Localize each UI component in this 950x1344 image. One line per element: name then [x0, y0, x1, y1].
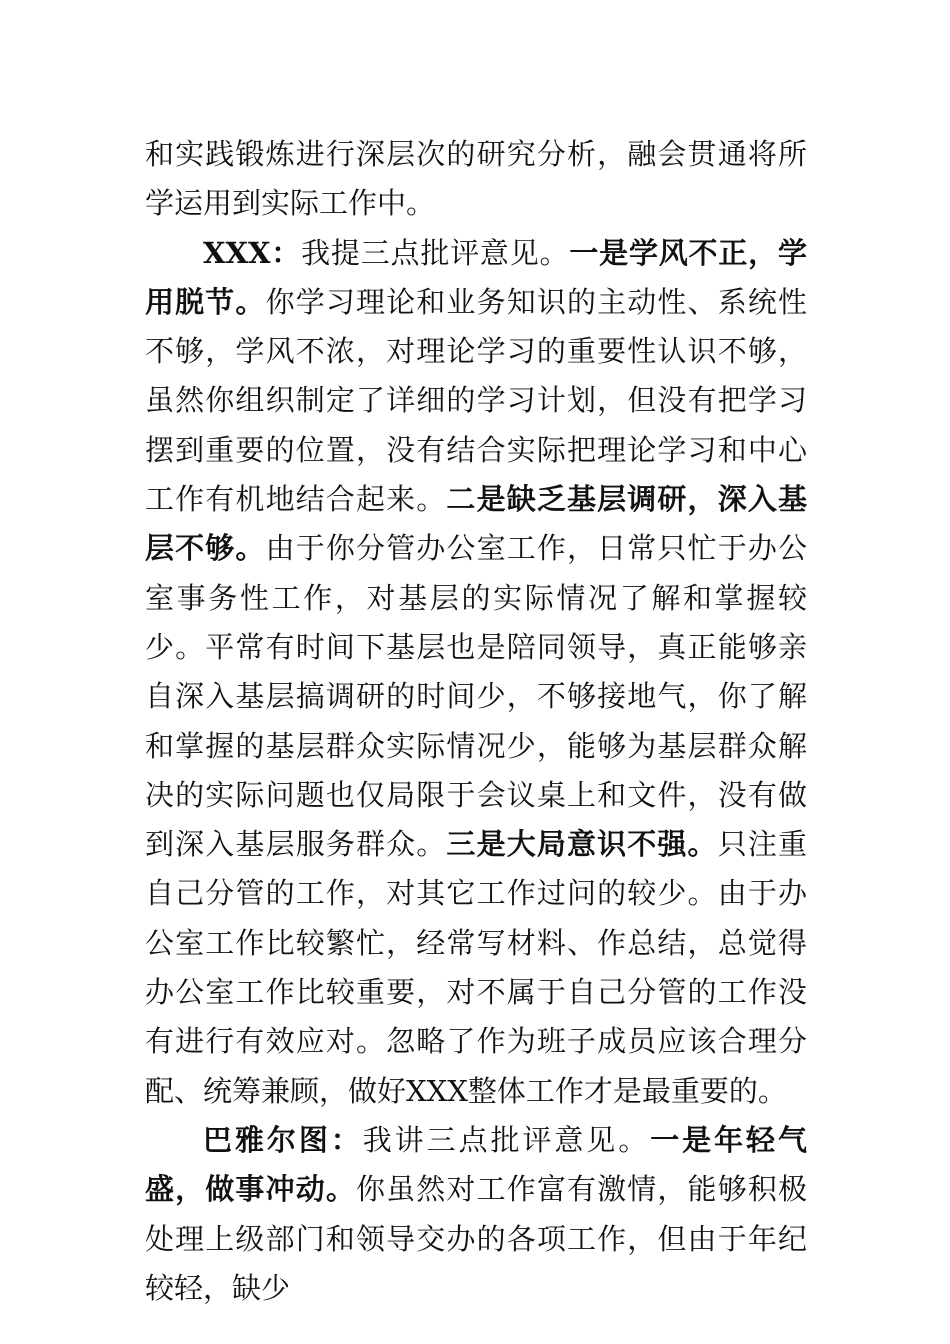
paragraph-text: 由于你分管办公室工作，日常只忙于办公室事务性工作，对基层的实际情况了解和掌握较少。平常有时间下基层也是陪同领导，真正能够亲自深入基层搞调研的时间少，不够接地气，你了解和掌握的基层群众实际情况少，能够为基层群众解决的实际问题也仅局限于会议桌上和文件，没有做到深入基层服务群众。	[145, 531, 807, 862]
speaker-name: XXX：	[203, 235, 302, 270]
paragraph-text: 你虽然对工作富有激情，能够积极处理上级部门和领导交办的各项工作，但由于年纪较轻，缺少	[145, 1172, 807, 1305]
paragraph-text: 只注重自己分管的工作，对其它工作过问的较少。由于办公室工作比较繁忙，经常写材料、作总结，总觉得办公室工作比较重要，对不属于自己分管的工作没有进行有效应对。忽略了作为班子成员应该合理分配、统筹兼顾，做好XXX整体工作才是最重要的。	[145, 827, 807, 1108]
paragraph-continuation	[145, 130, 807, 229]
paragraph-text: 你学习理论和业务知识的主动性、系统性不够，学风不浓，对理论学习的重要性认识不够，虽然你组织制定了详细的学习计划，但没有把学习摆到重要的位置，没有结合实际把理论学习和中心工作有机地结合起来。	[145, 284, 807, 517]
point-heading: 二是缺乏基层调研，深入基层不够。	[145, 482, 807, 566]
paragraph-speaker-bayaertu	[145, 1116, 807, 1313]
paragraph-speaker-xxx	[145, 229, 807, 1116]
document-body	[145, 130, 807, 1313]
point-heading: 一是学风不正，学用脱节。	[145, 235, 807, 319]
point-heading: 一是年轻气盛，做事冲动。	[145, 1122, 807, 1207]
paragraph-text: 我提三点批评意见。	[301, 235, 570, 270]
paragraph-text: 我讲三点批评意见。	[362, 1122, 651, 1157]
paragraph-text: 和实践锻炼进行深层次的研究分析，融会贯通将所学运用到实际工作中。	[145, 137, 807, 221]
speaker-name: 巴雅尔图：	[203, 1122, 363, 1157]
point-heading: 三是大局意识不强。	[446, 827, 718, 862]
